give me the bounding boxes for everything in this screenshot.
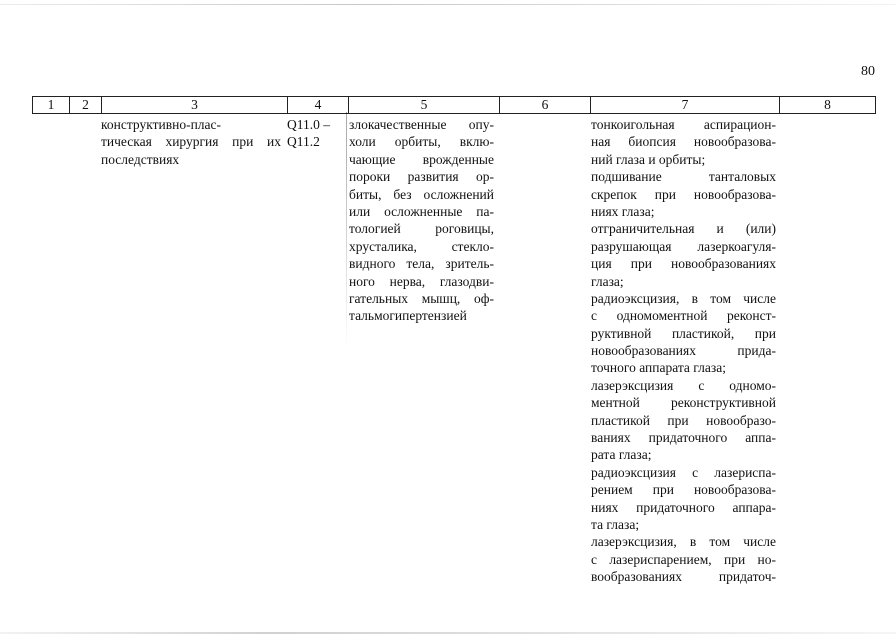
text-line: лазерэксцизия, в том числе <box>591 534 776 550</box>
page-number: 80 <box>861 64 875 79</box>
text-line: новообразованиях прида- <box>591 343 776 359</box>
text-line: или осложненные па- <box>349 203 494 219</box>
text-line: ного нерва, глазодви- <box>349 273 494 289</box>
text-line: лазерэксцизия с одномо- <box>591 377 776 393</box>
text-line: та глаза; <box>591 516 640 532</box>
text-line: ментной реконструктивной <box>591 395 776 411</box>
text-line: гательных мышц, оф- <box>349 290 494 306</box>
header-col-5: 5 <box>348 97 499 113</box>
text-line: конструктивно-плас- <box>101 117 222 132</box>
text-line: точного аппарата глаза; <box>591 360 726 376</box>
cell-col-4 <box>287 116 343 151</box>
table-header-row <box>32 96 876 114</box>
column-divider-faint <box>346 112 347 352</box>
text-line: ция при новообразованиях <box>591 256 776 272</box>
scan-top-edge <box>0 4 896 5</box>
cell-col-5 <box>349 116 494 325</box>
text-line: Q11.0 – <box>287 117 330 132</box>
text-line: ний глаза и орбиты; <box>591 151 706 167</box>
text-line: чающие врожденные <box>349 151 494 167</box>
text-line: ниях придаточного аппара- <box>591 499 776 515</box>
text-line: разрушающая лазеркоагуля- <box>591 238 776 254</box>
text-line: тонкоигольная аспирацион- <box>591 117 776 132</box>
text-line: пороки развития ор- <box>349 169 494 185</box>
header-col-8: 8 <box>779 97 875 113</box>
text-line: руктивной пластикой, при <box>591 325 776 341</box>
text-line: радиоэксцизия, в том числе <box>591 290 776 306</box>
header-col-3: 3 <box>101 97 287 113</box>
text-line: рата глаза; <box>591 447 652 463</box>
header-col-4: 4 <box>287 97 348 113</box>
text-line: видного тела, зритель- <box>349 256 494 272</box>
text-line: подшивание танталовых <box>591 169 776 185</box>
text-line: радиоэксцизия с лазериспа- <box>591 464 776 480</box>
text-line: последствиях <box>101 151 180 167</box>
text-line: глаза; <box>591 273 624 289</box>
text-line: рением при новообразова- <box>591 482 776 498</box>
text-line: холи орбиты, вклю- <box>349 134 494 150</box>
text-line: злокачественные опу- <box>349 117 494 132</box>
text-line: тологией роговицы, <box>349 221 494 237</box>
text-line: с лазериспарением, при но- <box>591 551 776 567</box>
text-line: ниях глаза; <box>591 203 655 219</box>
text-line: хрусталика, стекло- <box>349 238 494 254</box>
header-col-1: 1 <box>47 97 55 112</box>
text-line: с одномоментной реконст- <box>591 308 776 324</box>
text-line: тальмогипертензией <box>349 308 467 324</box>
text-line: Q11.2 <box>287 134 320 150</box>
header-col-2: 2 <box>69 97 101 113</box>
text-line: тическая хирургия при их <box>101 134 281 150</box>
text-line: отграничительная и (или) <box>591 221 776 237</box>
cell-col-7 <box>591 116 776 586</box>
header-col-6: 6 <box>499 97 590 113</box>
text-line: скрепок при новообразова- <box>591 186 776 202</box>
text-line: ная биопсия новообразова- <box>591 134 776 150</box>
text-line: биты, без осложнений <box>349 186 494 202</box>
scan-bottom-edge <box>0 632 896 634</box>
text-line: ваниях придаточного аппа- <box>591 430 776 446</box>
text-line: вообразованиях придаточ- <box>591 569 776 585</box>
cell-col-3 <box>101 116 281 168</box>
header-col-7: 7 <box>590 97 779 113</box>
text-line: пластикой при новообразо- <box>591 412 776 428</box>
